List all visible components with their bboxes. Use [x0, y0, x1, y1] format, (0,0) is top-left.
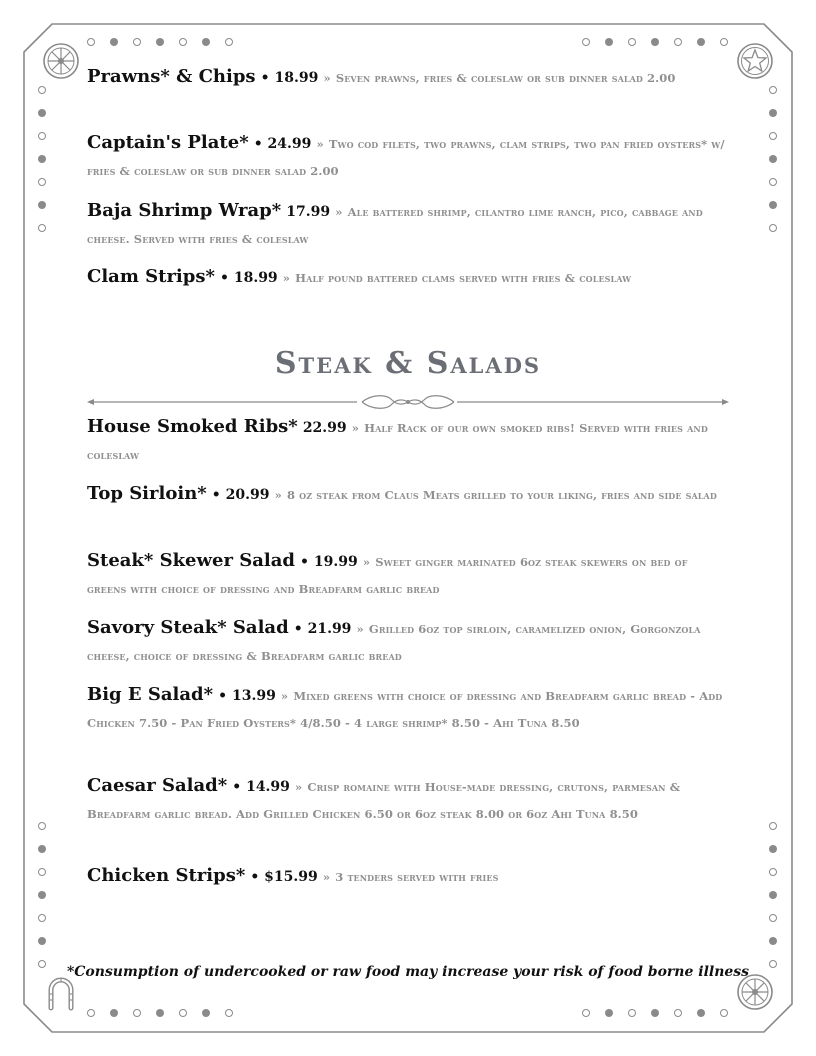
- dot: [674, 1009, 682, 1017]
- dot: [38, 822, 46, 830]
- dot: [133, 1009, 141, 1017]
- dot: [225, 38, 233, 46]
- dot: [38, 201, 46, 209]
- menu-item-caesar-salad: [87, 773, 727, 827]
- item-price: • 18.99: [260, 70, 319, 86]
- menu-item-clam-strips: [87, 264, 727, 291]
- item-name: Top Sirloin*: [87, 483, 207, 504]
- dot: [769, 86, 777, 94]
- dot: [133, 38, 141, 46]
- item-separator: »: [280, 689, 289, 703]
- item-description: Grilled 6oz top sirloin, caramelized onion, Gorgonzola cheese, choice of dressing & Breadfarm garlic bread: [87, 622, 701, 663]
- item-price: 17.99: [286, 204, 331, 220]
- dot: [202, 38, 210, 46]
- item-separator: »: [362, 555, 371, 569]
- dot: [38, 891, 46, 899]
- dot: [38, 914, 46, 922]
- item-name: House Smoked Ribs*: [87, 416, 298, 437]
- dot: [179, 1009, 187, 1017]
- dot: [202, 1009, 210, 1017]
- item-price: • 14.99: [232, 779, 290, 795]
- item-separator: »: [356, 622, 364, 636]
- dot: [582, 38, 590, 46]
- item-name: Chicken Strips*: [87, 865, 246, 886]
- dot: [674, 38, 682, 46]
- menu-item-big-e-salad: [87, 682, 727, 736]
- star-badge-icon: [735, 41, 775, 81]
- item-name: Prawns* & Chips: [87, 66, 256, 87]
- dot: [769, 914, 777, 922]
- dot: [769, 868, 777, 876]
- item-name: Captain's Plate*: [87, 132, 249, 153]
- dot: [156, 38, 164, 46]
- dot: [769, 178, 777, 186]
- item-description: Sweet ginger marinated 6oz steak skewers on bed of greens with choice of dressing and Breadfarm garlic bread: [87, 555, 688, 596]
- food-safety-disclaimer: *Consumption of undercooked or raw food may increase your risk of food borne illness: [66, 964, 750, 980]
- item-separator: »: [335, 205, 343, 219]
- dot: [582, 1009, 590, 1017]
- item-name: Caesar Salad*: [87, 775, 228, 796]
- item-price: • 21.99: [293, 621, 352, 637]
- item-description: Crisp romaine with House-made dressing, crutons, parmesan & Breadfarm garlic bread. Add Grilled Chicken 6.50 or 6oz steak 8.00 or 6oz Ahi Tuna 8.50: [87, 780, 681, 821]
- menu-item-baja-shrimp-wrap: [87, 198, 727, 252]
- dot: [605, 1009, 613, 1017]
- menu-item-chicken-strips: [87, 863, 727, 890]
- item-price: • 20.99: [211, 487, 270, 503]
- dot: [156, 1009, 164, 1017]
- dot: [38, 845, 46, 853]
- item-description: Mixed greens with choice of dressing and Breadfarm garlic bread - Add Chicken 7.50 - Pan Fried Oysters* 4/8.50 - 4 large shrimp* 8.50 - Ahi Tuna 8.50: [87, 689, 723, 730]
- item-separator: »: [316, 137, 324, 151]
- menu-item-captains-plate: [87, 130, 727, 184]
- dot: [110, 38, 118, 46]
- item-price: • 19.99: [300, 554, 358, 570]
- dot: [179, 38, 187, 46]
- dot: [605, 38, 613, 46]
- wagon-wheel-icon: [41, 41, 81, 81]
- dot: [38, 178, 46, 186]
- item-separator: »: [322, 870, 331, 884]
- dot: [38, 86, 46, 94]
- item-separator: »: [282, 271, 291, 285]
- dot: [110, 1009, 118, 1017]
- item-description: Two cod filets, two prawns, clam strips, two pan fried oysters* w/ fries & coleslaw or sub dinner salad 2.00: [87, 137, 725, 178]
- menu-item-house-smoked-ribs: [87, 414, 727, 468]
- item-name: Savory Steak* Salad: [87, 617, 289, 638]
- item-separator: »: [323, 71, 331, 85]
- dot: [769, 132, 777, 140]
- menu-item-top-sirloin: [87, 481, 727, 508]
- menu-item-prawns-chips: [87, 64, 727, 91]
- dot: [38, 868, 46, 876]
- item-price: 22.99: [302, 420, 347, 436]
- item-description: Ale battered shrimp, cilantro lime ranch, pico, cabbage and cheese. Served with fries & coleslaw: [87, 205, 703, 246]
- dot: [38, 132, 46, 140]
- item-description: 8 oz steak from Claus Meats grilled to your liking, fries and side salad: [286, 488, 717, 502]
- section-title: Steak & Salads: [274, 346, 542, 381]
- dot: [628, 1009, 636, 1017]
- dot: [628, 38, 636, 46]
- dot: [769, 891, 777, 899]
- dot: [769, 201, 777, 209]
- ornamental-divider: [87, 392, 729, 412]
- item-price: • 18.99: [220, 270, 278, 286]
- dot: [697, 1009, 705, 1017]
- dot: [651, 1009, 659, 1017]
- item-name: Clam Strips*: [87, 266, 215, 287]
- menu-item-savory-steak-salad: [87, 615, 727, 669]
- dot: [769, 155, 777, 163]
- dot: [697, 38, 705, 46]
- item-description: Half Rack of our own smoked ribs! Served with fries and coleslaw: [87, 421, 708, 462]
- item-separator: »: [295, 780, 303, 794]
- dot: [769, 845, 777, 853]
- dot: [38, 109, 46, 117]
- dot: [769, 109, 777, 117]
- dot: [769, 224, 777, 232]
- dot: [38, 155, 46, 163]
- item-price: • $15.99: [250, 869, 318, 885]
- item-price: • 13.99: [218, 688, 276, 704]
- dot: [87, 1009, 95, 1017]
- dot: [38, 224, 46, 232]
- item-description: Seven prawns, fries & coleslaw or sub dinner salad 2.00: [335, 71, 676, 85]
- dot: [87, 38, 95, 46]
- dot: [651, 38, 659, 46]
- item-description: 3 tenders served with fries: [335, 870, 499, 884]
- item-price: • 24.99: [253, 136, 312, 152]
- dot: [720, 38, 728, 46]
- item-description: Half pound battered clams served with fries & coleslaw: [295, 271, 632, 285]
- menu-item-steak-skewer-salad: [87, 548, 727, 602]
- item-name: Steak* Skewer Salad: [87, 550, 295, 571]
- item-separator: »: [274, 488, 282, 502]
- item-name: Big E Salad*: [87, 684, 214, 705]
- item-name: Baja Shrimp Wrap*: [87, 200, 282, 221]
- dot: [38, 937, 46, 945]
- item-separator: »: [351, 421, 360, 435]
- dot: [769, 822, 777, 830]
- dot: [720, 1009, 728, 1017]
- dot: [225, 1009, 233, 1017]
- dot: [769, 937, 777, 945]
